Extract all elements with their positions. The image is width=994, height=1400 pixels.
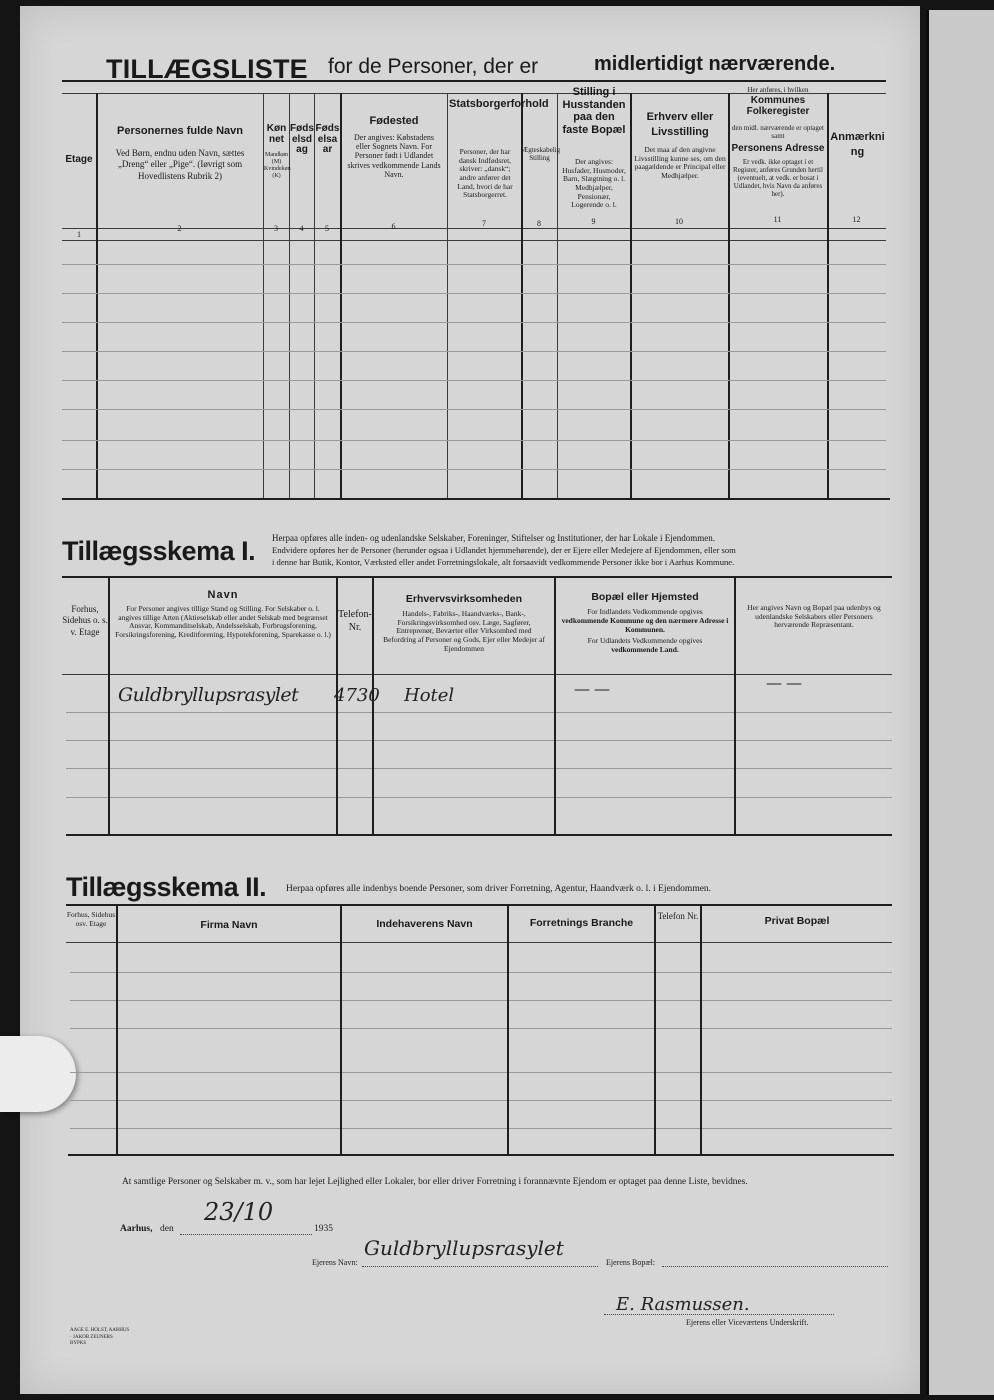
col-num: 9 xyxy=(591,217,596,226)
col-num: 6 xyxy=(391,222,396,231)
col-registry: Kommunes Folkeregister xyxy=(746,95,810,117)
col-household-desc: Der angives: Husfader, Husmoder, Barn, Slægtning o. l. Medhjælper, Pensionær, Logerende o. l. xyxy=(562,157,626,210)
col-occupation: Erhverv eller Livsstilling xyxy=(646,111,714,138)
skema1-entry-bopael: —— xyxy=(574,679,614,698)
col-num: 4 xyxy=(299,224,304,233)
skema2-title: Tillægsskema II. xyxy=(66,872,267,902)
col-gender-desc: Mandkøn (M) Kvindekøn (K) xyxy=(264,152,291,179)
footer-year: 1935 xyxy=(314,1224,333,1234)
skema1-col-telefon: Telefon-Nr. xyxy=(338,609,372,633)
col-name-desc: Ved Børn, endnu uden Navn, sættes „Dreng“ eller „Pige“. (Iøvrigt som Hovedlistens Rubrik 2) xyxy=(115,148,245,181)
skema1-title: Tillægsskema I. xyxy=(62,536,256,566)
skema1-col-erhverv-desc: Handels-, Fabriks-, Haandværks-, Bank-, Forsikringsvirksomhed osv. Læge, Sagfører, Entreprenør, Beværter eller Virksomhed med Befordring af Personer og Gods, Ejer eller Medejer af Ejendommen xyxy=(383,609,545,653)
skema1-col-navn: Navn xyxy=(207,589,239,601)
col-num: 1 xyxy=(77,230,81,239)
col-num: 2 xyxy=(177,224,182,233)
skema1-col-rep: Her angives Navn og Bopæl paa udenbys og udenlandske Selskabers eller Personers herværende Repræsentant. xyxy=(747,603,881,630)
col-gender: Kønnet xyxy=(266,123,287,145)
col-occupation-desc: Det maa af den angivne Livsstilling kunne ses, om den paagældende er Principal eller Medhjælper. xyxy=(634,145,726,180)
printer-mark: AAGE E. HOLST, AARHUS · JAKOB ZEUNERS BYPKS xyxy=(70,1328,130,1346)
footer-den: den xyxy=(160,1224,174,1234)
skema1-entry-erhverv: Hotel xyxy=(404,685,455,706)
col-registry-pre: Her anføres, i hvilken xyxy=(747,86,809,94)
skema1-col-bopael-desc3: For Udlandets Vedkommende opgives xyxy=(587,636,703,645)
skema2-col-branche: Forretnings Branche xyxy=(529,917,634,929)
col-num: 5 xyxy=(325,224,329,233)
footer-signature-label: Ejerens eller Viceværtens Underskrift. xyxy=(686,1318,809,1327)
footer-owner-name-label: Ejerens Navn: xyxy=(312,1258,358,1267)
col-num: 12 xyxy=(852,215,861,224)
col-remark: Anmærkning xyxy=(830,131,885,158)
col-num: 8 xyxy=(537,219,541,228)
skema1-col-erhverv: Erhvervsvirksomheden xyxy=(405,593,523,605)
col-birthyear: Fødselsaar xyxy=(315,123,340,155)
skema1-note-3: i denne har Butik, Kontor, Værksted eller andet Forretningslokale, alt forsaavidt vedkommende Personer ikke bor i Aarhus Kommune. xyxy=(272,557,735,567)
footer-signature-hand: E. Rasmussen. xyxy=(616,1294,750,1315)
form-title-strong: midlertidigt nærværende. xyxy=(594,53,836,75)
col-birthday: Fødselsdag xyxy=(290,123,314,155)
col-birthplace-desc: Der angives: Købstadens eller Sognets Navn. For Personer født i Udlandet skrives vedkommende Lands Navn. xyxy=(347,133,441,179)
skema2-col-telefon: Telefon Nr. xyxy=(657,911,699,921)
skema1-entry-navn: Guldbryllupsrasylet xyxy=(118,684,299,706)
col-name: Personernes fulde Navn xyxy=(117,125,243,137)
col-household: Stilling i Husstanden paa den faste Bopæl xyxy=(562,86,626,136)
col-etage: Etage xyxy=(65,154,93,165)
skema2-col-indehaver: Indehaverens Navn xyxy=(376,918,473,930)
skema1-col-bopael-desc1: For Indlandets Vedkommende opgives xyxy=(587,607,703,616)
col-address: Personens Adresse xyxy=(731,143,825,154)
col-num: 7 xyxy=(482,219,486,228)
skema2-note: Herpaa opføres alle indenbys boende Personer, som driver Forretning, Agentur, Haandværk o. l. i Ejendommen. xyxy=(286,884,712,894)
col-num: 11 xyxy=(773,215,782,224)
footer-city: Aarhus, xyxy=(120,1224,153,1234)
footer-statement: At samtlige Personer og Selskaber m. v., som har lejet Lejlighed eller Lokaler, bor eller driver Forretning i forannævnte Ejendom er optaget paa denne Liste, bevidnes. xyxy=(122,1177,748,1187)
binder-clip xyxy=(0,1036,76,1112)
skema1-note-1: Herpaa opføres alle inden- og udenlandske Selskaber, Foreninger, Stiftelser og Institutioner, der har Lokale i Ejendommen. xyxy=(272,533,716,543)
col-birthplace: Fødested xyxy=(369,115,419,127)
footer-owner-name-hand: Guldbryllupsrasylet xyxy=(364,1236,564,1260)
skema1-note-2: Endvidere opføres her de Personer (herunder ogsaa i Udlandet hjemmehørende), der er Ejere eller Medejere af Ejendommen, eller som xyxy=(272,545,736,555)
form-title: TILLÆGSLISTE xyxy=(106,54,308,84)
footer-owner-addr-label: Ejerens Bopæl: xyxy=(606,1258,656,1267)
skema1-entry-telefon: 4730 xyxy=(334,685,380,706)
col-num: 3 xyxy=(274,224,278,233)
skema1-col-bopael-desc2: vedkommende Kommune og den nærmere Adresse i Kommunen. xyxy=(561,616,729,634)
skema1-col-navn-desc: For Personer angives tillige Stand og Stilling. For Selskaber o. l. angives tillige Arten (Aktieselskab eller andet Selskab med begrænset Ansvar, Kommanditselskab, Andelsselskab, Forbrugsforening, Forsikringsforening, Kreditforening, Hypotekforening, Sparekasse o. l.) xyxy=(115,604,331,639)
skema2-col-bopael: Privat Bopæl xyxy=(764,915,830,927)
skema2-col-etage: Forhus, Sidehus osv. Etage xyxy=(66,910,116,929)
col-citizenship: Statsborgerforhold xyxy=(449,98,549,110)
skema1-col-bopael: Bopæl eller Hjemsted xyxy=(591,591,699,603)
col-registry-desc-pre: den midl. nærværende er optaget samt xyxy=(732,124,824,141)
adjacent-page-edge xyxy=(926,10,994,1395)
col-address-desc: Er vedk. ikke optaget i et Register, anføres Grunden hertil (eventuelt, at vedk. er bosat i Udlandet, hvis Navn da anføres her). xyxy=(733,158,823,199)
skema1-entry-rep: —— xyxy=(766,673,806,692)
col-citizenship-desc: Personer, der har dansk Indfødsret, skriver: „dansk“; andre anfører det Land, hvori de har Statsborgerret. xyxy=(457,147,513,200)
skema1-col-bopael-desc4: vedkommende Land. xyxy=(611,645,679,654)
form-title-rest: for de Personer, der er xyxy=(328,55,539,78)
skema2-col-firma: Firma Navn xyxy=(200,919,258,931)
col-num: 10 xyxy=(675,217,683,226)
skema1-col-etage: Forhus, Sidehus o. s. v. Etage xyxy=(62,604,108,637)
col-marital: Ægteskabelig Stilling xyxy=(522,146,561,163)
footer-date-hand: 23/10 xyxy=(204,1198,274,1226)
